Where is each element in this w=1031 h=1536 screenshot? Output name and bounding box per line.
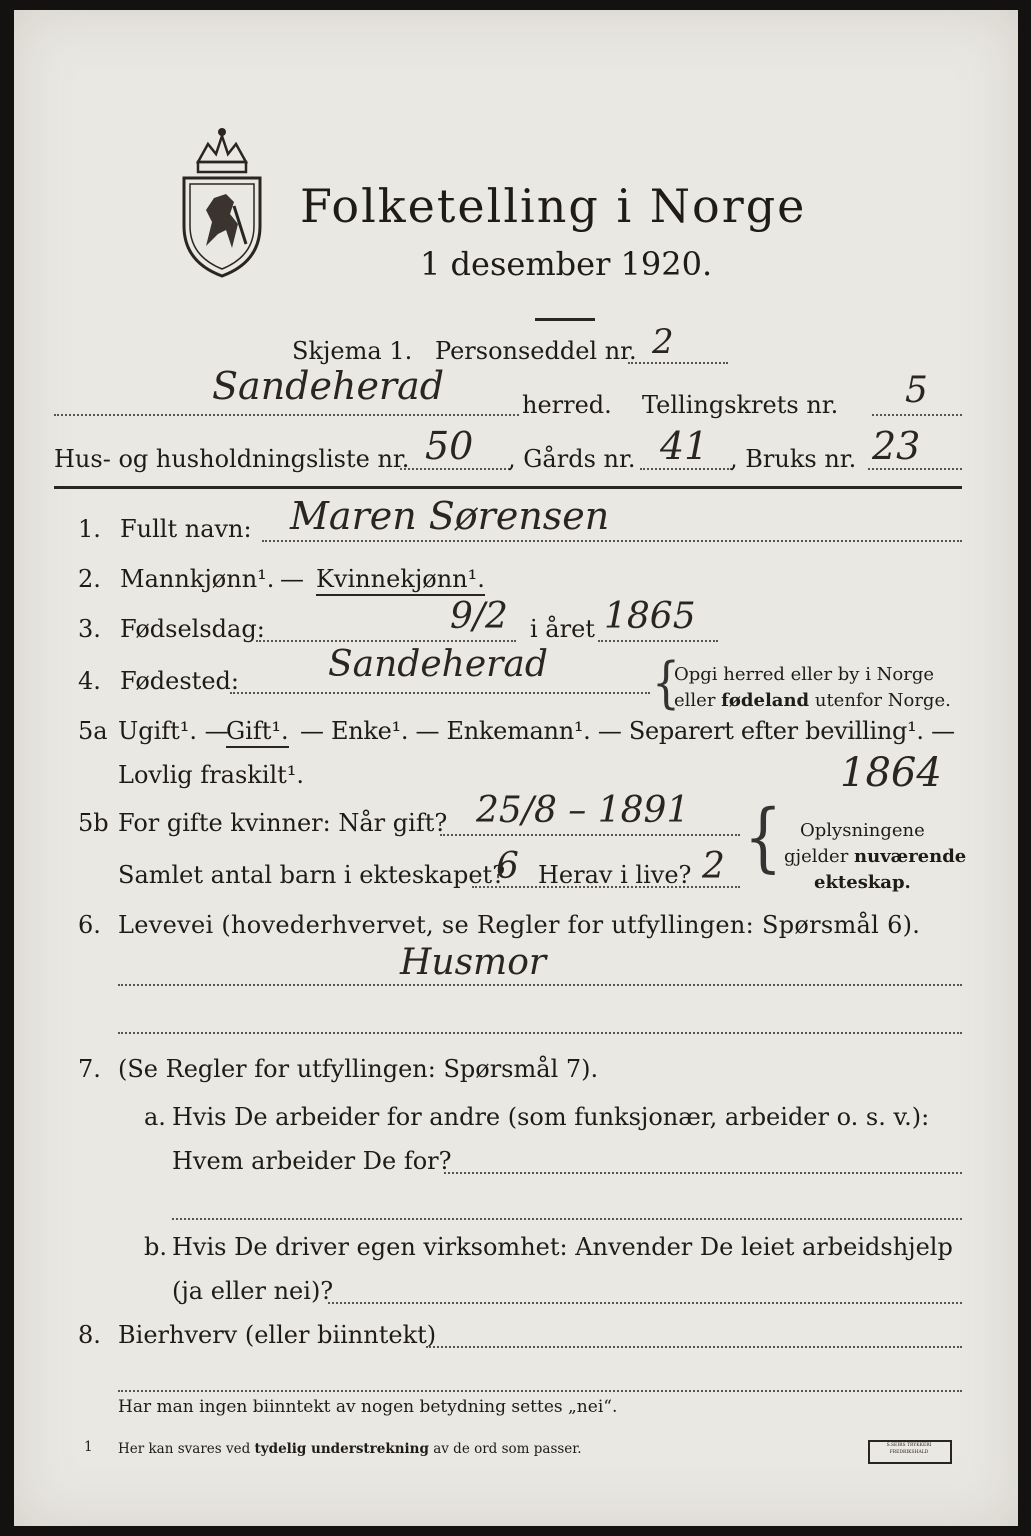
q5b-married-field-line [440,834,740,836]
q6-number: 6. [78,911,101,939]
q5b-barn-field-line [472,886,740,888]
bruks-field-line [868,468,962,470]
q5a-number: 5a [78,717,108,745]
footnote-text [118,1440,582,1458]
q2-number: 2. [78,565,101,593]
q1-field-line [262,540,962,542]
skjema-label: Skjema 1. [292,337,413,365]
q4-note-line2a: eller [674,690,722,711]
footnote-number: 1 [84,1439,93,1455]
q5b-note-line3: ekteskap. [814,872,911,893]
q5a-lovlig-fraskilt: Lovlig fraskilt¹. [118,761,305,789]
q7b-field-line [328,1302,962,1304]
tellingskrets-value: 5 [905,370,928,411]
q4-note-line1: Opgi herred eller by i Norge [674,664,935,685]
q3-year-field-line [598,640,718,642]
q5b-barn-label: Samlet antal barn i ekteskapet? [118,861,506,889]
q7b-text: Hvis De driver egen virksomhet: Anvender De leiet arbeidshjelp [172,1233,953,1261]
q3-year-value: 1865 [604,596,696,637]
hus-field-line [400,468,510,470]
q7-number: 7. [78,1055,101,1083]
q4-label: Fødested: [120,667,239,695]
q5b-married-value: 25/8 – 1891 [476,790,690,831]
q4-value: Sandeherad [328,644,548,685]
form-date: 1 desember 1920. [420,245,713,283]
q4-field-line [230,692,650,694]
q7-label: (Se Regler for utfyllingen: Spørsmål 7). [118,1055,599,1083]
q8-label: Bierhverv (eller biinntekt) [118,1321,437,1349]
q2-kvinnekjonn-underlined: Kvinnekjønn¹. [316,564,485,596]
personseddel-value: 2 [652,322,674,362]
q7b-text2: (ja eller nei)? [172,1277,334,1305]
q5b-note-line2a: gjelder [784,846,855,867]
q4-number: 4. [78,667,101,695]
q5b-note-line2 [784,846,966,868]
q4-note-brace: { [652,651,680,716]
bruks-label: , Bruks nr. [730,445,857,473]
q5a-options: — Enke¹. — Enkemann¹. — Separert efter bevilling¹. — [300,717,955,745]
gards-value: 41 [660,424,709,468]
q5b-barn-value: 6 [496,846,519,887]
personseddel-label: Personseddel nr. [435,337,637,365]
footer-note: Har man ingen biinntekt av nogen betydning settes „nei“. [118,1397,618,1417]
q3-label: Fødselsdag: [120,615,265,643]
tellingskrets-field-line [872,414,962,416]
q5b-note-line1: Oplysningene [800,820,925,841]
herred-field-line [54,414,519,416]
q5a-gift-underlined: Gift¹. [226,716,289,748]
q3-aaret-label: i året [530,615,595,643]
q6-value: Husmor [400,942,547,983]
q5b-ilive-label: Herav i live? [538,861,692,889]
q7a-field-line2 [172,1218,962,1220]
norway-coat-of-arms-icon [176,126,268,278]
gards-label: , Gårds nr. [508,445,636,473]
title-divider [535,318,595,321]
q5a-ugift: Ugift¹. — [118,717,229,745]
personseddel-field-line [628,362,728,364]
q8-field-line2 [118,1390,962,1392]
header-divider [54,486,962,489]
hus-label: Hus- og husholdningsliste nr. [54,445,410,473]
q1-value: Maren Sørensen [290,494,610,538]
q7b-number: b. [144,1233,167,1261]
footnote-text-b: tydelig understrekning [254,1441,429,1457]
q4-note-line2 [674,690,951,712]
q3-day-field-line [256,640,516,642]
bruks-value: 23 [872,424,921,468]
herred-label: herred. [522,391,612,419]
footnote-text-a: Her kan svares ved [118,1441,255,1457]
q8-field-line1 [426,1346,962,1348]
q7a-text: Hvis De arbeider for andre (som funksjonær, arbeider o. s. v.): [172,1103,930,1131]
q7a-text2: Hvem arbeider De for? [172,1147,452,1175]
q6-field-line1 [118,984,962,986]
gards-field-line [640,468,732,470]
tellingskrets-label: Tellingskrets nr. [642,391,839,419]
q3-number: 3. [78,615,101,643]
q4-note-line2b: fødeland [721,690,810,711]
q6-field-line2 [118,1032,962,1034]
q1-number: 1. [78,515,101,543]
q5b-ilive-value: 2 [702,846,725,887]
q7a-field-line1 [444,1172,962,1174]
q5b-label: For gifte kvinner: Når gift? [118,809,448,837]
q5a-margin-note: 1864 [840,750,942,796]
q7a-number: a. [144,1103,166,1131]
q2-mannkjonn: Mannkjønn¹. [120,565,275,593]
q3-day-value: 9/2 [450,596,508,637]
footnote-text-c: av de ord som passer. [428,1441,582,1457]
q5b-note-brace: { [744,794,783,882]
q5b-note-line2b: nuværende [854,846,967,867]
q2-dash: — [280,565,304,593]
q5b-number: 5b [78,809,109,837]
q4-note-line2c: utenfor Norge. [809,690,951,711]
q6-label: Levevei (hovederhvervet, se Regler for utfyllingen: Spørsmål 6). [118,911,921,939]
printer-stamp-text: S.SEIRS TRYKKERI FREDRIKSHALD [886,1443,932,1455]
q8-number: 8. [78,1321,101,1349]
herred-value: Sandeherad [212,364,445,408]
q1-label: Fullt navn: [120,515,252,543]
form-title: Folketelling i Norge [300,179,807,233]
hus-value: 50 [425,424,474,468]
